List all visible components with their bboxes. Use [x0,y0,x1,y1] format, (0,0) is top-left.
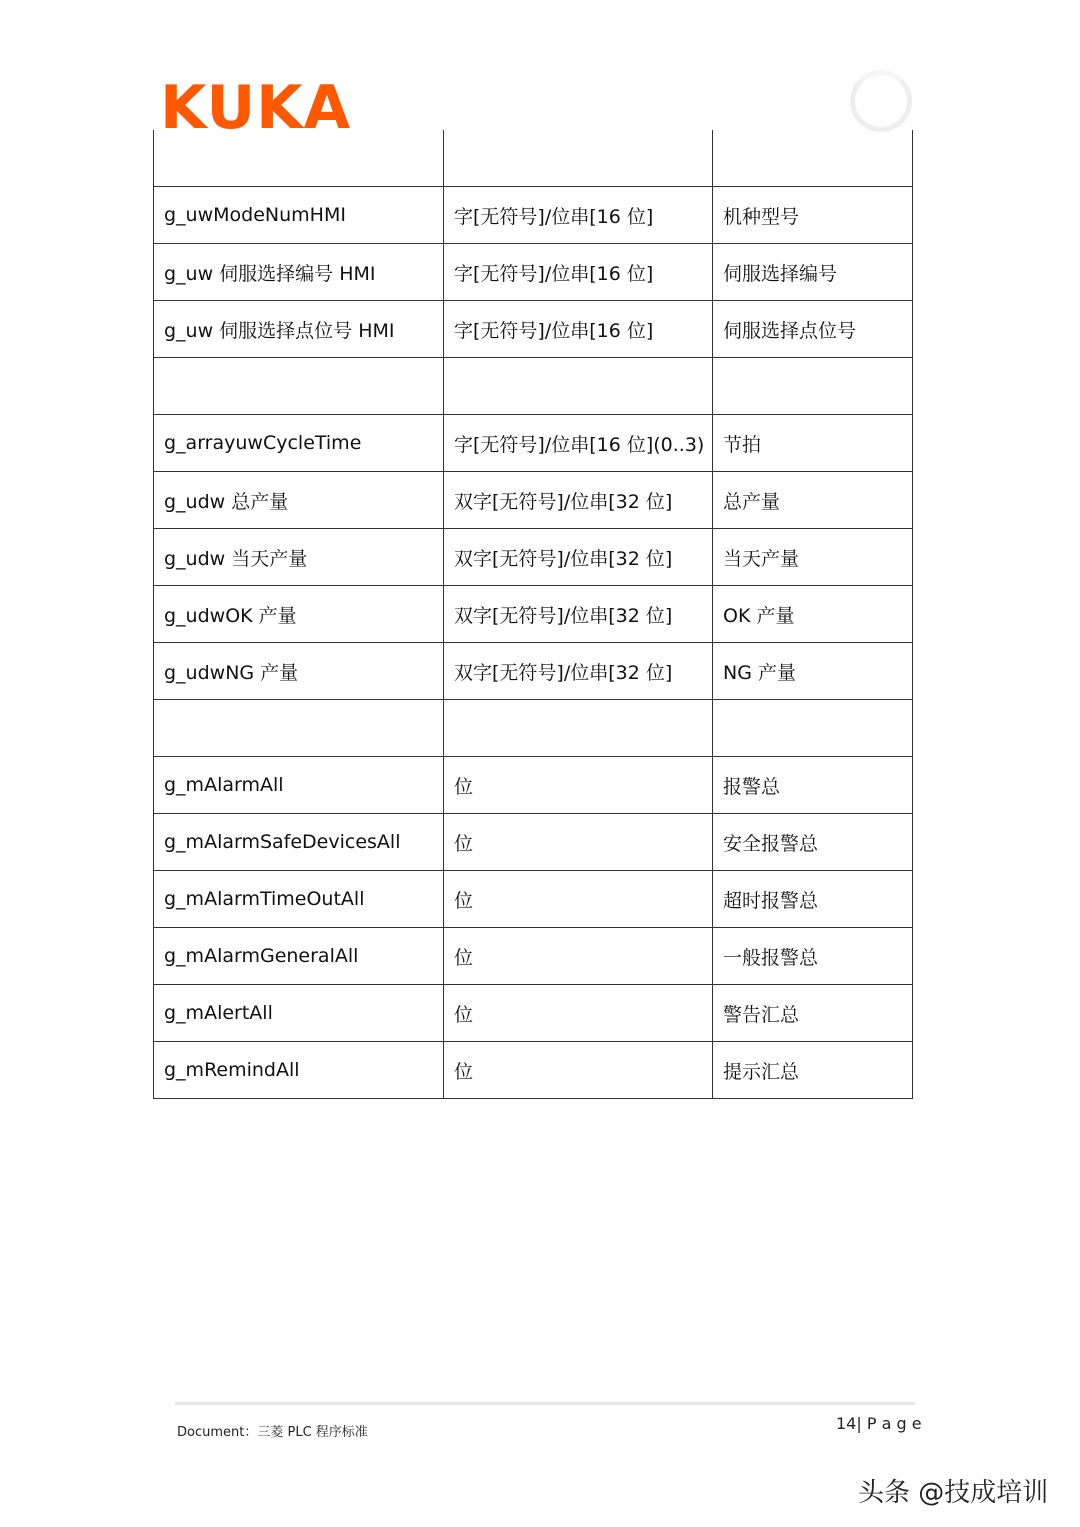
variable-name-cell: g_mAlarmTimeOutAll [154,871,444,928]
table-row [154,1042,913,1099]
variable-name-cell: g_mAlarmAll [154,757,444,814]
variable-name-cell: g_mRemindAll [154,1042,444,1099]
loading-spinner-icon [850,70,912,132]
description-cell: 节拍 [713,415,913,472]
variable-name-cell: g_mAlarmSafeDevicesAll [154,814,444,871]
data-type-cell: 位 [444,928,713,985]
table-row [154,358,913,415]
table-row [154,586,913,643]
footer-document-label: Document：三菱 PLC 程序标准 [177,1425,368,1440]
variable-name-cell: g_mAlertAll [154,985,444,1042]
data-type-cell: 字[无符号]/位串[16 位](0..3) [444,415,713,472]
data-type-cell: 双字[无符号]/位串[32 位] [444,586,713,643]
table-row [154,928,913,985]
data-type-cell: 双字[无符号]/位串[32 位] [444,643,713,700]
description-cell [713,130,913,187]
table-row [154,187,913,244]
data-type-cell [444,358,713,415]
variable-name-cell: g_mAlarmGeneralAll [154,928,444,985]
description-cell: 伺服选择编号 [713,244,913,301]
data-type-cell: 字[无符号]/位串[16 位] [444,187,713,244]
variable-name-cell: g_uw 伺服选择点位号 HMI [154,301,444,358]
variable-name-cell: g_arrayuwCycleTime [154,415,444,472]
footer-divider [175,1402,915,1405]
variable-name-cell [154,130,444,187]
description-cell: 一般报警总 [713,928,913,985]
data-type-cell: 位 [444,1042,713,1099]
description-cell [713,358,913,415]
data-type-cell: 位 [444,871,713,928]
data-type-cell [444,700,713,757]
table-row [154,301,913,358]
variable-name-cell: g_udw 当天产量 [154,529,444,586]
variable-table [153,130,913,1099]
description-cell: 当天产量 [713,529,913,586]
data-type-cell: 双字[无符号]/位串[32 位] [444,529,713,586]
description-cell: 机种型号 [713,187,913,244]
table-row [154,814,913,871]
kuka-logo: KUKA [160,73,352,143]
table-row [154,472,913,529]
description-cell: 伺服选择点位号 [713,301,913,358]
variable-name-cell [154,358,444,415]
description-cell: 总产量 [713,472,913,529]
description-cell: 警告汇总 [713,985,913,1042]
table-row [154,871,913,928]
table-row [154,130,913,187]
data-type-cell: 位 [444,814,713,871]
description-cell: 安全报警总 [713,814,913,871]
variable-name-cell: g_udwNG 产量 [154,643,444,700]
table-row [154,700,913,757]
watermark: 头条 @技成培训 [858,1478,1049,1508]
data-type-cell [444,130,713,187]
variable-name-cell [154,700,444,757]
data-type-cell: 字[无符号]/位串[16 位] [444,301,713,358]
table-row [154,529,913,586]
variable-name-cell: g_udw 总产量 [154,472,444,529]
description-cell: OK 产量 [713,586,913,643]
description-cell: 超时报警总 [713,871,913,928]
table-row [154,244,913,301]
variable-name-cell: g_uwModeNumHMI [154,187,444,244]
description-cell [713,700,913,757]
data-type-cell: 位 [444,985,713,1042]
data-type-cell: 字[无符号]/位串[16 位] [444,244,713,301]
variable-name-cell: g_udwOK 产量 [154,586,444,643]
data-type-cell: 位 [444,757,713,814]
variable-name-cell: g_uw 伺服选择编号 HMI [154,244,444,301]
table-row [154,415,913,472]
description-cell: 报警总 [713,757,913,814]
description-cell: NG 产量 [713,643,913,700]
footer-page-number: 14| P a g e [836,1414,922,1433]
data-type-cell: 双字[无符号]/位串[32 位] [444,472,713,529]
description-cell: 提示汇总 [713,1042,913,1099]
table-row [154,757,913,814]
table-row [154,643,913,700]
table-row [154,985,913,1042]
